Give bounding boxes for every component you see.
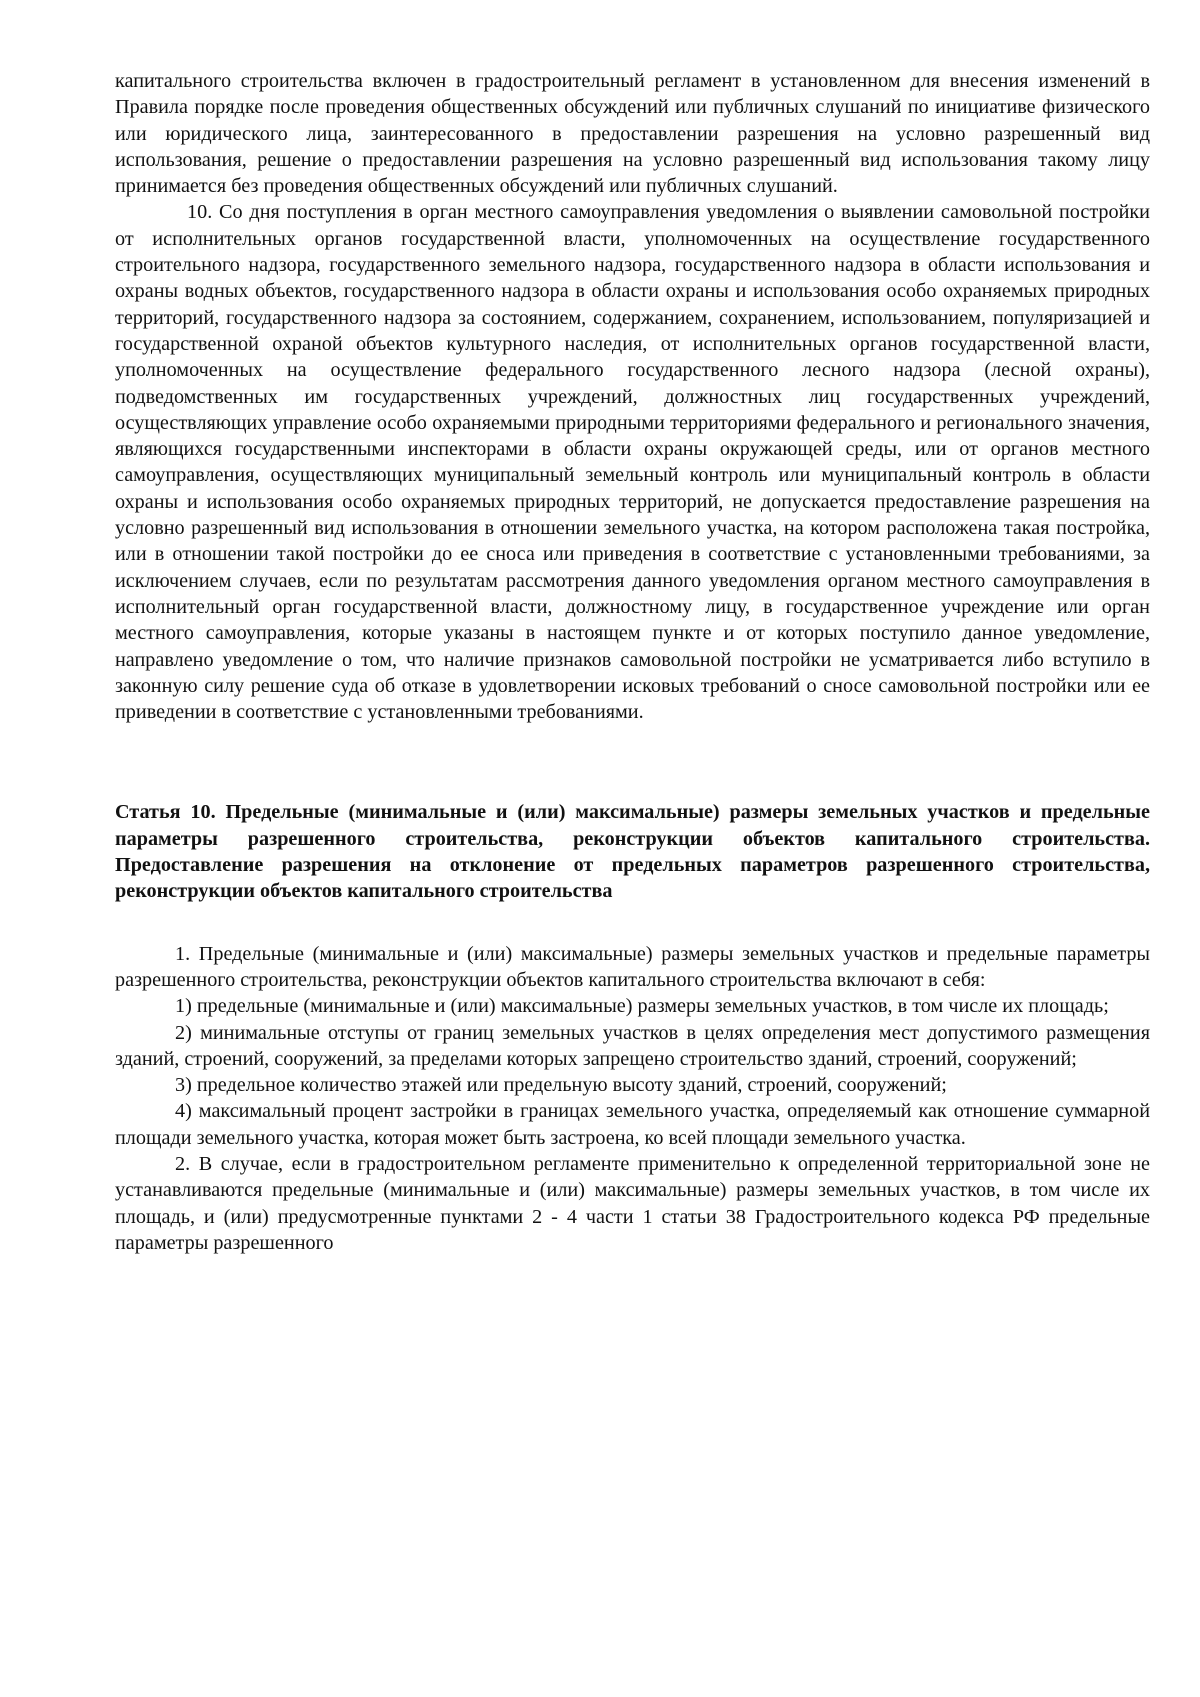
- paragraph-article-10-item-1: 1. Предельные (минимальные и (или) максимальные) размеры земельных участков и предельные параметры разрешенного строительства, реконструкции объектов капитального строительства включают в себя:: [115, 942, 1150, 991]
- article-10-heading: Статья 10. Предельные (минимальные и (или) максимальные) размеры земельных участков и предельные параметры разрешенного строительства, реконструкции объектов капитального строительства. Предоставление разрешения на отклонение от предельных параметров разрешенного строительства, реконструкции объектов капитального строительства: [115, 801, 1150, 903]
- section-gap: [115, 905, 1150, 941]
- paragraph-article-10-item-2: 2. В случае, если в градостроительном регламенте применительно к определенной территориальной зоне не устанавливаются предельные (минимальные и (или) максимальные) размеры земельных участков, в том числе их площадь, и (или) предусмотренные пунктами 2 - 4 части 1 статьи 38 Градостроительного кодекса РФ предельные параметры разрешенного: [115, 1152, 1150, 1254]
- paragraph-article-10-subitem-4: 4) максимальный процент застройки в границах земельного участка, определяемый как отношение суммарной площади земельного участка, которая может быть застроена, ко всей площади земельного участка.: [115, 1100, 1150, 1149]
- paragraph-article-10-subitem-2: 2) минимальные отступы от границ земельных участков в целях определения мест допустимого размещения зданий, строений, сооружений, за пределами которых запрещено строительство зданий, строений, сооружений;: [115, 1021, 1150, 1070]
- paragraph-continuation: капитального строительства включен в градостроительный регламент в установленном для внесения изменений в Правила порядке после проведения общественных обсуждений или публичных слушаний по инициативе физического или юридического лица, заинтересованного в предоставлении разрешения на условно разрешенный вид использования, решение о предоставлении разрешения на условно разрешенный вид использования такому лицу принимается без проведения общественных обсуждений или публичных слушаний.: [115, 70, 1150, 198]
- section-gap: [115, 725, 1150, 799]
- document-page: [115, 68, 1150, 1256]
- paragraph-article-10-subitem-1: 1) предельные (минимальные и (или) максимальные) размеры земельных участков, в том числе их площадь;: [175, 995, 1109, 1018]
- paragraph-item-10: 10. Со дня поступления в орган местного самоуправления уведомления о выявлении самовольной постройки от исполнительных органов государственной власти, уполномоченных на осуществление государственного строительного надзора, государственного земельного надзора, государственного надзора в области использования и охраны водных объектов, государственного надзора в области охраны и использования особо охраняемых природных территорий, государственного надзора за состоянием, содержанием, сохранением, использованием, популяризацией и государственной охраной объектов культурного наследия, от исполнительных органов государственной власти, уполномоченных на осуществление федерального государственного лесного надзора (лесной охраны), подведомственных им государственных учреждений, должностных лиц государственных учреждений, осуществляющих управление особо охраняемыми природными территориями федерального и регионального значения, являющихся государственными инспекторами в области охраны окружающей среды, или от органов местного самоуправления, осуществляющих муниципальный земельный контроль или муниципальный контроль в области охраны и использования особо охраняемых природных территорий, не допускается предоставление разрешения на условно разрешенный вид использования в отношении земельного участка, на котором расположена такая постройка, или в отношении такой постройки до ее сноса или приведения в соответствие с установленными требованиями, за исключением случаев, если по результатам рассмотрения данного уведомления органом местного самоуправления в исполнительный орган государственной власти, должностному лицу, в государственное учреждение или орган местного самоуправления, которые указаны в настоящем пункте и от которых поступило данное уведомление, направлено уведомление о том, что наличие признаков самовольной постройки не усматривается либо вступило в законную силу решение суда об отказе в удовлетворении исковых требований о сносе самовольной постройки или ее приведении в соответствие с установленными требованиями.: [115, 201, 1150, 724]
- paragraph-article-10-subitem-3: 3) предельное количество этажей или предельную высоту зданий, строений, сооружений;: [175, 1074, 947, 1097]
